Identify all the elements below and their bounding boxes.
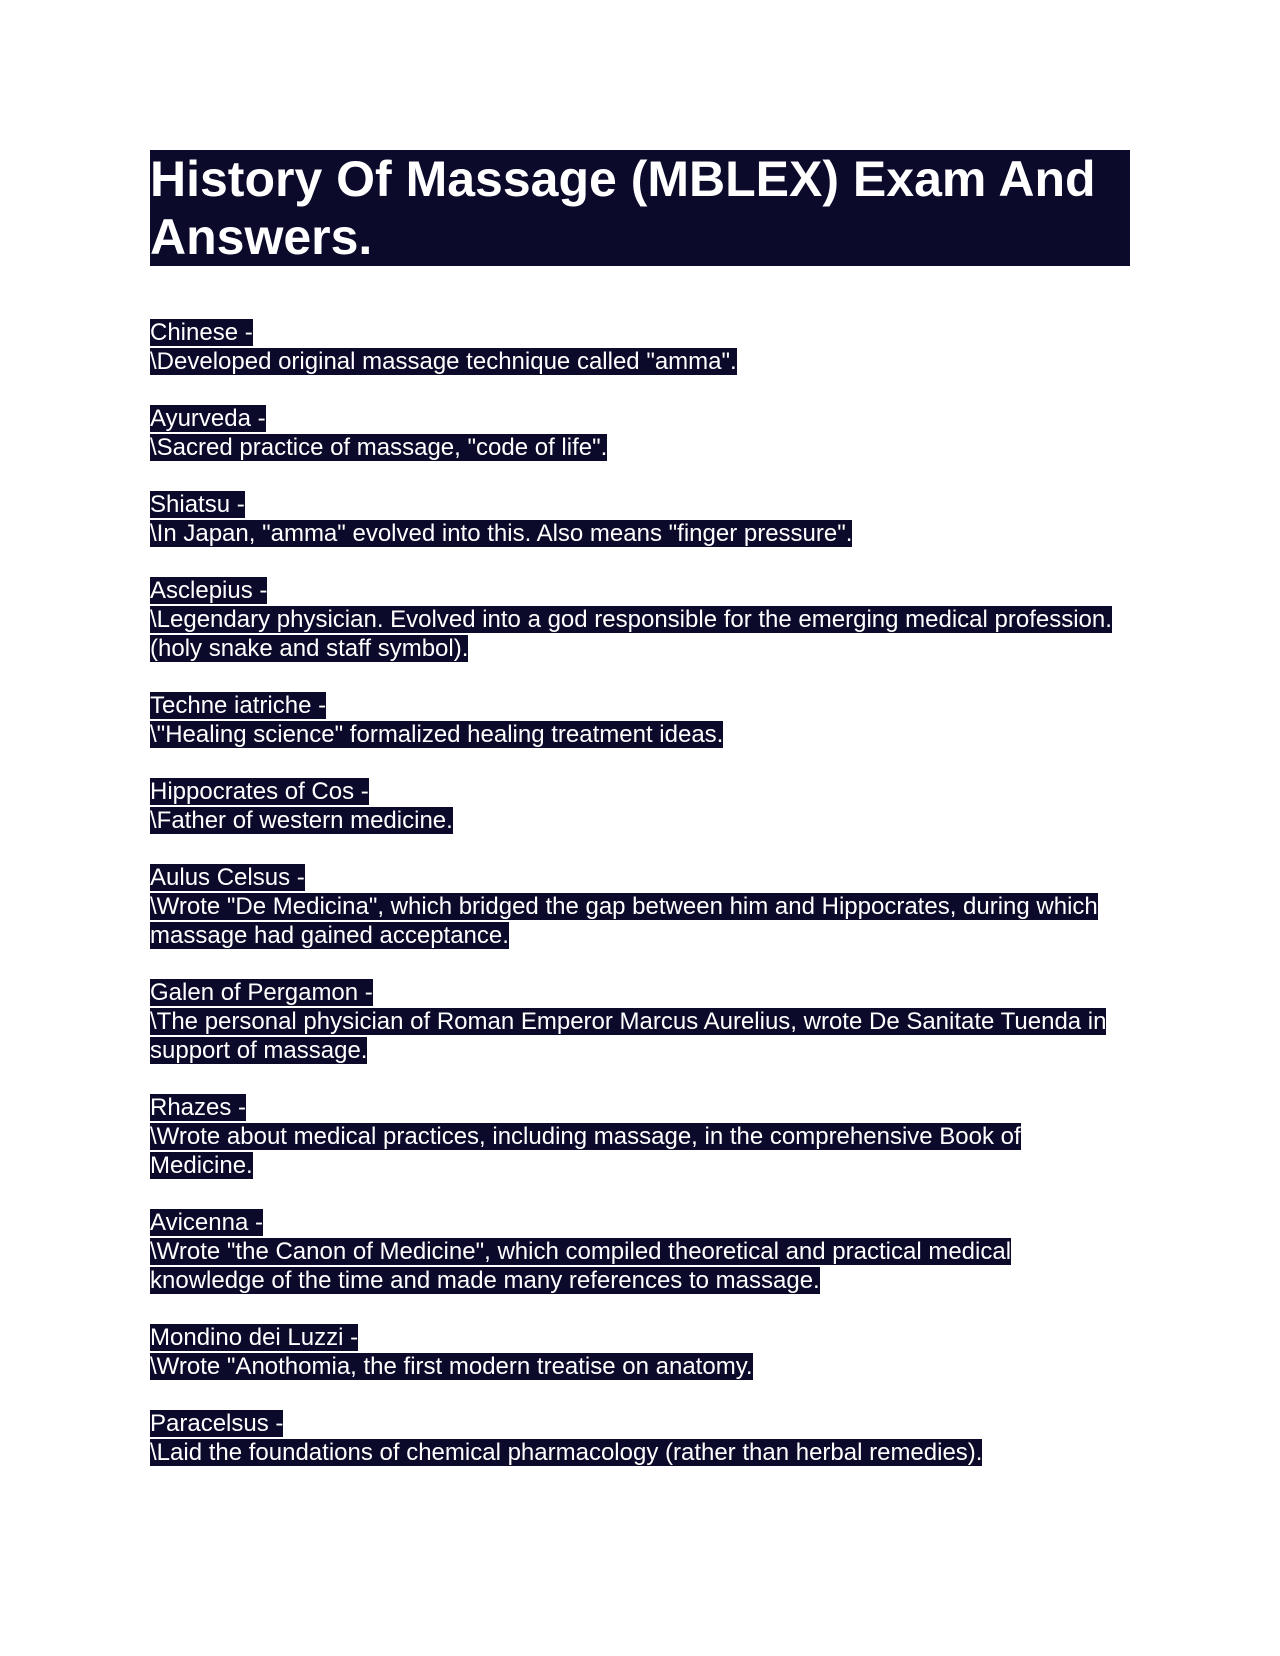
- list-item: [150, 863, 1130, 950]
- term: [150, 490, 1130, 519]
- answer-text: \Wrote "the Canon of Medicine", which compiled theoretical and practical medical knowledge of the time and made many references to massage.: [150, 1238, 1012, 1294]
- term: [150, 1093, 1130, 1122]
- term-text: Avicenna -: [150, 1209, 263, 1236]
- term-text: Ayurveda -: [150, 405, 266, 432]
- term: [150, 318, 1130, 347]
- answer-text: \Father of western medicine.: [150, 807, 453, 834]
- answer-text: \"Healing science" formalized healing treatment ideas.: [150, 721, 724, 748]
- answer-text: \Laid the foundations of chemical pharmacology (rather than herbal remedies).: [150, 1439, 983, 1466]
- answer: [150, 347, 1130, 376]
- answer: [150, 720, 1130, 749]
- answer-text: \In Japan, "amma" evolved into this. Also means "finger pressure".: [150, 520, 853, 547]
- list-item: [150, 576, 1130, 663]
- term-text: Aulus Celsus -: [150, 864, 305, 891]
- answer: [150, 1352, 1130, 1381]
- answer: [150, 1237, 1130, 1295]
- term-text: Chinese -: [150, 319, 253, 346]
- answer-text: \Wrote about medical practices, including massage, in the comprehensive Book of Medicine.: [150, 1123, 1021, 1179]
- list-item: [150, 1409, 1130, 1467]
- list-item: [150, 691, 1130, 749]
- list-item: [150, 1093, 1130, 1180]
- term-text: Shiatsu -: [150, 491, 245, 518]
- answer: [150, 433, 1130, 462]
- term-text: Paracelsus -: [150, 1410, 284, 1437]
- list-item: [150, 1323, 1130, 1381]
- list-item: [150, 777, 1130, 835]
- answer-text: \Wrote "De Medicina", which bridged the gap between him and Hippocrates, during which massage had gained acceptance.: [150, 893, 1098, 949]
- term: [150, 863, 1130, 892]
- answer-text: \Developed original massage technique called "amma".: [150, 348, 737, 375]
- term: [150, 691, 1130, 720]
- answer-text: \The personal physician of Roman Emperor Marcus Aurelius, wrote De Sanitate Tuenda in support of massage.: [150, 1008, 1107, 1064]
- list-item: [150, 404, 1130, 462]
- answer: [150, 1122, 1130, 1180]
- term-text: Mondino dei Luzzi -: [150, 1324, 359, 1351]
- term-text: Rhazes -: [150, 1094, 247, 1121]
- answer: [150, 605, 1130, 663]
- answer-text: \Sacred practice of massage, "code of life".: [150, 434, 608, 461]
- term: [150, 404, 1130, 433]
- list-item: [150, 978, 1130, 1065]
- answer: [150, 806, 1130, 835]
- answer: [150, 1438, 1130, 1467]
- answer: [150, 1007, 1130, 1065]
- answer-text: \Legendary physician. Evolved into a god responsible for the emerging medical profession. (holy snake and staff symbol).: [150, 606, 1112, 662]
- document-title: History Of Massage (MBLEX) Exam And Answers.: [150, 150, 1130, 266]
- document-page: [150, 150, 1130, 1495]
- answer: [150, 892, 1130, 950]
- list-item: [150, 318, 1130, 376]
- term: [150, 1323, 1130, 1352]
- answer-text: \Wrote "Anothomia, the first modern treatise on anatomy.: [150, 1353, 753, 1380]
- term-text: Techne iatriche -: [150, 692, 327, 719]
- list-item: [150, 1208, 1130, 1295]
- term: [150, 576, 1130, 605]
- answer: [150, 519, 1130, 548]
- term: [150, 1409, 1130, 1438]
- term-text: Hippocrates of Cos -: [150, 778, 369, 805]
- term-text: Asclepius -: [150, 577, 268, 604]
- term-text: Galen of Pergamon -: [150, 979, 373, 1006]
- qa-list: [150, 318, 1130, 1467]
- list-item: [150, 490, 1130, 548]
- term: [150, 1208, 1130, 1237]
- term: [150, 777, 1130, 806]
- term: [150, 978, 1130, 1007]
